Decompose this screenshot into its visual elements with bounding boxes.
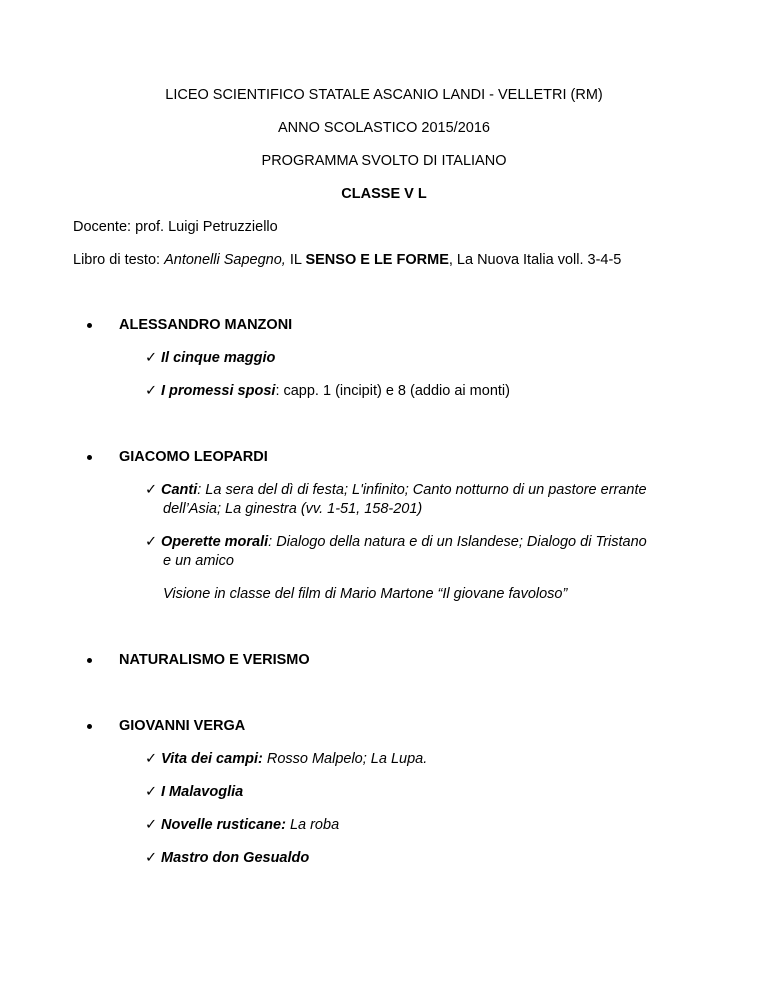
bullet-icon: [87, 658, 92, 663]
school-year: ANNO SCOLASTICO 2015/2016: [278, 120, 490, 136]
section-title-naturalismo: NATURALISMO E VERISMO: [119, 652, 310, 668]
textbook-title: SENSO E LE FORME: [305, 252, 449, 268]
list-item: ✓ Novelle rusticane: La roba: [145, 817, 340, 833]
check-icon: ✓: [145, 817, 158, 833]
check-icon: ✓: [145, 350, 158, 366]
textbook-label: Libro di testo:: [73, 252, 165, 268]
bullet-icon: [87, 323, 92, 328]
textbook-il: IL: [285, 252, 306, 268]
check-icon: ✓: [145, 534, 158, 550]
check-icon: ✓: [145, 482, 158, 498]
check-icon: ✓: [145, 850, 158, 866]
teacher-line: Docente: prof. Luigi Petruzziello: [73, 219, 278, 235]
section-title-manzoni: ALESSANDRO MANZONI: [119, 317, 293, 333]
school-heading: LICEO SCIENTIFICO STATALE ASCANIO LANDI - VELLETRI (RM): [165, 87, 603, 103]
film-note: Visione in classe del film di Mario Martone “Il giovane favoloso”: [163, 586, 568, 602]
class-title: CLASSE V L: [341, 186, 427, 202]
list-item: ✓ Mastro don Gesualdo: [145, 850, 310, 866]
list-item: ✓ I Malavoglia: [145, 784, 244, 800]
bullet-icon: [87, 455, 92, 460]
list-item: ✓ Canti: La sera del dì di festa; L'infinito; Canto notturno di un pastore errante: [145, 482, 647, 498]
section-title-leopardi: GIACOMO LEOPARDI: [119, 449, 268, 465]
list-item: ✓ Il cinque maggio: [145, 350, 276, 366]
list-item-continuation: e un amico: [163, 553, 234, 569]
textbook-authors: Antonelli Sapegno,: [164, 252, 286, 268]
list-item-continuation: dell’Asia; La ginestra (vv. 1-51, 158-201): [163, 501, 423, 517]
check-icon: ✓: [145, 383, 158, 399]
check-icon: ✓: [145, 784, 158, 800]
list-item: ✓ I promessi sposi: capp. 1 (incipit) e 8 (addio ai monti): [145, 383, 510, 399]
textbook-line: [73, 251, 621, 269]
textbook-publisher: , La Nuova Italia voll. 3-4-5: [448, 252, 622, 268]
list-item: ✓ Vita dei campi: Rosso Malpelo; La Lupa.: [145, 751, 428, 767]
program-title: PROGRAMMA SVOLTO DI ITALIANO: [261, 153, 507, 169]
section-title-verga: GIOVANNI VERGA: [119, 718, 246, 734]
bullet-icon: [87, 724, 92, 729]
check-icon: ✓: [145, 751, 158, 767]
list-item: ✓ Operette morali: Dialogo della natura e di un Islandese; Dialogo di Tristano: [145, 534, 647, 550]
